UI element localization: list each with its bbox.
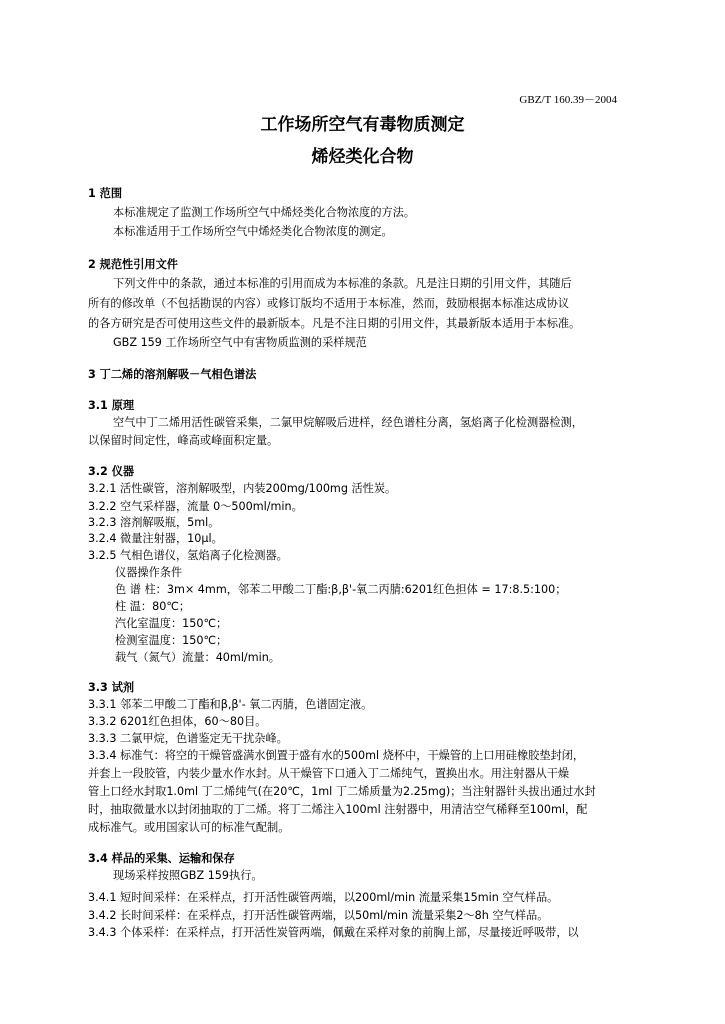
section-3-2-1: 3.2.1 活性碳管，溶剂解吸型，内装200mg/100mg 活性炭。 (88, 482, 397, 495)
section-1-heading: 1 范围 (88, 187, 123, 200)
section-1-text-2: 本标准适用于工作场所空气中烯烃类化合物浓度的测定。 (113, 225, 393, 238)
condition-detector-temp: 检测室温度：150℃； (115, 634, 228, 647)
condition-column-temp: 柱 温：80℃； (115, 600, 191, 613)
section-2-text-3: 的各方研究是否可使用这些文件的最新版本。凡是不注日期的引用文件，其最新版本适用于本标准。 (88, 317, 581, 330)
section-3-1-text-2: 以保留时间定性，峰高或峰面积定量。 (88, 434, 279, 447)
section-2-text-1: 下列文件中的条款，通过本标准的引用而成为本标准的条款。凡是注日期的引用文件，其随后 (113, 277, 572, 290)
section-3-3-4-line-5: 成标准气。或用国家认可的标准气配制。 (88, 821, 290, 834)
section-3-3-2: 3.3.2 6201红色担体，60～80目。 (88, 715, 267, 728)
section-3-3-1: 3.3.1 邻苯二甲酸二丁酯和β,β'- 氧二丙腈，色谱固定液。 (88, 698, 373, 711)
section-1-text-1: 本标准规定了监测工作场所空气中烯烃类化合物浓度的方法。 (113, 206, 416, 219)
section-3-heading: 3 丁二烯的溶剂解吸－气相色谱法 (88, 368, 257, 381)
title-line-2: 烯烃类化合物 (311, 147, 414, 167)
section-3-1-heading: 3.1 原理 (88, 399, 135, 412)
instrument-conditions-label: 仪器操作条件 (115, 566, 183, 579)
section-2-heading: 2 规范性引用文件 (88, 258, 178, 271)
section-3-4-2: 3.4.2 长时间采样：在采样点，打开活性碳管两端，以50ml/min 流量采集2～8h 空气样品。 (88, 909, 549, 922)
section-3-3-4-line-2: 并套上一段胶管，内装少量水作水封。从干燥管下口通入丁二烯纯气，置换出水。用注射器从干燥 (88, 767, 570, 780)
section-2-text-2: 所有的修改单（不包括勘误的内容）或修订版均不适用于本标准，然而，鼓励根据本标准达成协议 (88, 297, 570, 310)
section-3-3-4-line-1: 3.3.4 标准气：将空的干燥管盛满水倒置于盛有水的500ml 烧杯中，干燥管的上口用硅橡胶垫封闭， (88, 749, 585, 762)
section-3-2-heading: 3.2 仪器 (88, 465, 135, 478)
section-3-3-4-line-3: 管上口经水封取1.0ml 丁二烯纯气(在20℃，1ml 丁二烯质量为2.25mg)；当注射器针头拔出通过水封 (88, 785, 596, 798)
section-3-2-5: 3.2.5 气相色谱仪，氢焰离子化检测器。 (88, 549, 288, 562)
section-3-3-3: 3.3.3 二氯甲烷，色谱鉴定无干扰杂峰。 (88, 732, 288, 745)
section-2-reference: GBZ 159 工作场所空气中有害物质监测的采样规范 (113, 336, 367, 349)
section-3-4-1: 3.4.1 短时间采样：在采样点，打开活性碳管两端，以200ml/min 流量采集15min 空气样品。 (88, 891, 559, 904)
section-3-1-text-1: 空气中丁二烯用活性碳管采集，二氯甲烷解吸后进样，经色谱柱分离，氢焰离子化检测器检测， (113, 416, 583, 429)
section-3-4-intro: 现场采样按照GBZ 159执行。 (113, 869, 263, 882)
section-3-4-heading: 3.4 样品的采集、运输和保存 (88, 852, 235, 865)
condition-column: 色 谱 柱：3m× 4mm，邻苯二甲酸二丁酯:β,β'-氧二丙腈:6201红色担体 = 17:8.5:100； (115, 583, 567, 596)
section-3-4-3: 3.4.3 个体采样：在采样点，打开活性炭管两端，佩戴在采样对象的前胸上部，尽量接近呼吸带，以 (88, 926, 579, 939)
section-3-2-3: 3.2.3 溶剂解吸瓶，5ml。 (88, 516, 220, 529)
condition-carrier-gas: 载气（氮气）流量：40ml/min。 (115, 651, 280, 664)
standard-number: GBZ/T 160.39－2004 (519, 94, 617, 106)
title-line-1: 工作场所空气有毒物质测定 (260, 115, 465, 135)
section-3-2-4: 3.2.4 微量注射器，10μl。 (88, 532, 223, 545)
section-3-3-heading: 3.3 试剂 (88, 681, 135, 694)
condition-vaporization-temp: 汽化室温度：150℃； (115, 617, 228, 630)
section-3-2-2: 3.2.2 空气采样器，流量 0～500ml/min。 (88, 500, 303, 513)
section-3-3-4-line-4: 时，抽取微量水以封闭抽取的丁二烯。将丁二烯注入100ml 注射器中，用清洁空气稀释至100ml，配 (88, 803, 588, 816)
